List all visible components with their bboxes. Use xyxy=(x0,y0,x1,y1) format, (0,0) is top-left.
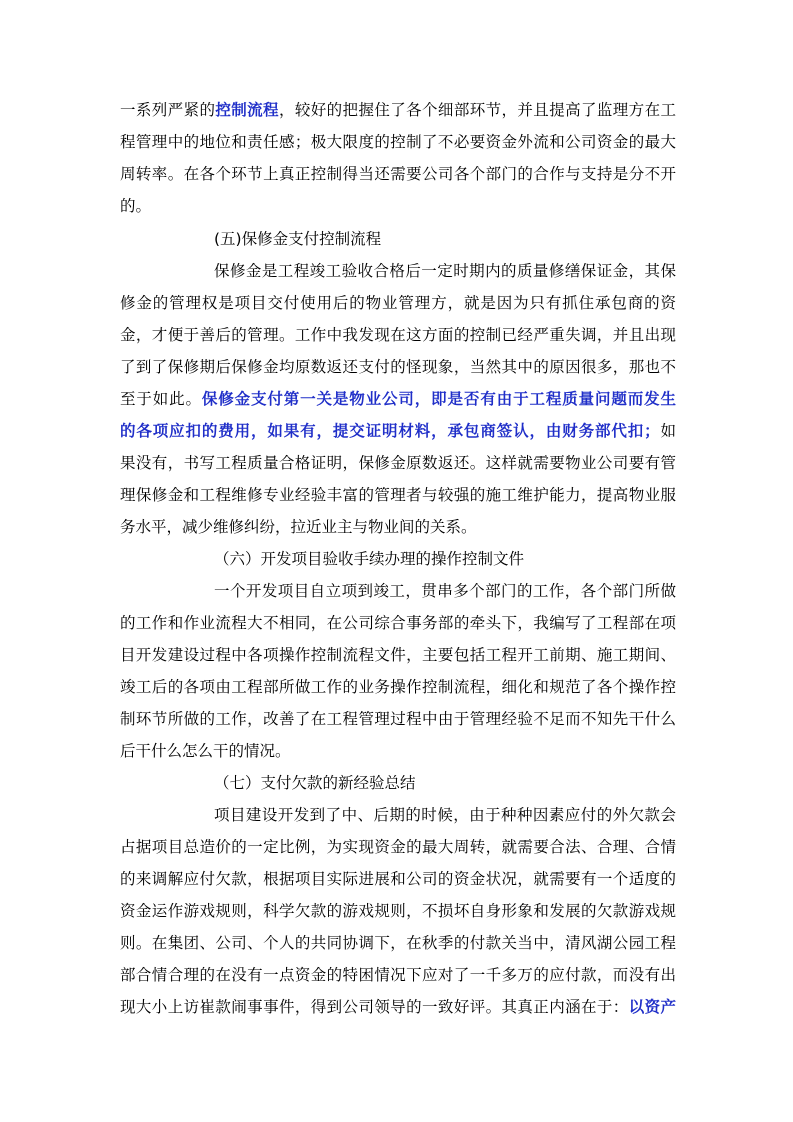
text-line: 占据项目总造价的一定比例，为实现资金的最大周转，就需要合法、合理、合情 xyxy=(120,838,676,856)
text-line: 的工作和作业流程大不相同，在公司综合事务部的牵头下，我编写了工程部在项 xyxy=(120,614,676,632)
text-line: 保修金是工程竣工验收合格后一定时期内的质量修缮保证金，其保 xyxy=(214,262,676,280)
text-line: 项目建设开发到了中、后期的时候，由于种种因素应付的外欠款会 xyxy=(214,806,676,824)
text-line: 部合情合理的在没有一点资金的特困情况下应对了一千多万的应付款，而没有出 xyxy=(120,966,676,984)
text-line: 的各项应扣的费用，如果有，提交证明材料，承包商签认，由财务部代扣；如 xyxy=(120,422,676,440)
text-line: 一个开发项目自立项到竣工，贯串多个部门的工作，各个部门所做 xyxy=(214,582,676,600)
text-line: 一系列严紧的控制流程，较好的把握住了各个细部环节，并且提高了监理方在工 xyxy=(120,101,676,119)
text-line: 金，才便于善后的管理。工作中我发现在这方面的控制已经严重失调，并且出现 xyxy=(120,326,676,344)
text-line: 目开发建设过程中各项操作控制流程文件，主要包括工程开工前期、施工期间、 xyxy=(120,646,676,664)
text-line: 程管理中的地位和责任感；极大限度的控制了不必要资金外流和公司资金的最大 xyxy=(120,133,676,151)
text-line: 的来调解应付欠款，根据项目实际进展和公司的资金状况，就需要有一个适度的 xyxy=(120,870,676,888)
text-line: 现大小上访崔款闹事事件，得到公司领导的一致好评。其真正内涵在于：以资产 xyxy=(120,998,676,1016)
text-line: 竣工后的各项由工程部所做工作的业务操作控制流程，细化和规范了各个操作控 xyxy=(120,678,676,696)
text-line: 则。在集团、公司、个人的共同协调下，在秋季的付款关当中，清风湖公园工程 xyxy=(120,934,676,952)
text-line: 后干什么怎么干的情况。 xyxy=(120,742,291,760)
text-line: 周转率。在各个环节上真正控制得当还需要公司各个部门的合作与支持是分不开 xyxy=(120,165,676,183)
text-line: 理保修金和工程维修专业经验丰富的管理者与较强的施工维护能力，提高物业服 xyxy=(120,486,676,504)
text-line: 资金运作游戏规则，科学欠款的游戏规则，不损坏自身形象和发展的欠款游戏规 xyxy=(120,902,676,920)
text-line: 制环节所做的工作，改善了在工程管理过程中由于管理经验不足而不知先干什么 xyxy=(120,710,676,728)
text-line: 至于如此。保修金支付第一关是物业公司，即是否有由于工程质量问题而发生 xyxy=(120,390,676,408)
text-line: 修金的管理权是项目交付使用后的物业管理方，就是因为只有抓住承包商的资 xyxy=(120,294,676,312)
text-line: 了到了保修期后保修金均原数返还支付的怪现象，当然其中的原因很多，那也不 xyxy=(120,358,676,376)
text-line: 的。 xyxy=(120,197,152,215)
text-line: 果没有，书写工程质量合格证明，保修金原数返还。这样就需要物业公司要有管 xyxy=(120,454,676,472)
section-heading-7: （七）支付欠款的新经验总结 xyxy=(214,774,416,792)
text-line: 务水平，减少维修纠纷，拉近业主与物业间的关系。 xyxy=(120,518,477,536)
section-heading-5: (五)保修金支付控制流程 xyxy=(214,230,382,248)
section-heading-6: （六）开发项目验收手续办理的操作控制文件 xyxy=(214,550,525,568)
